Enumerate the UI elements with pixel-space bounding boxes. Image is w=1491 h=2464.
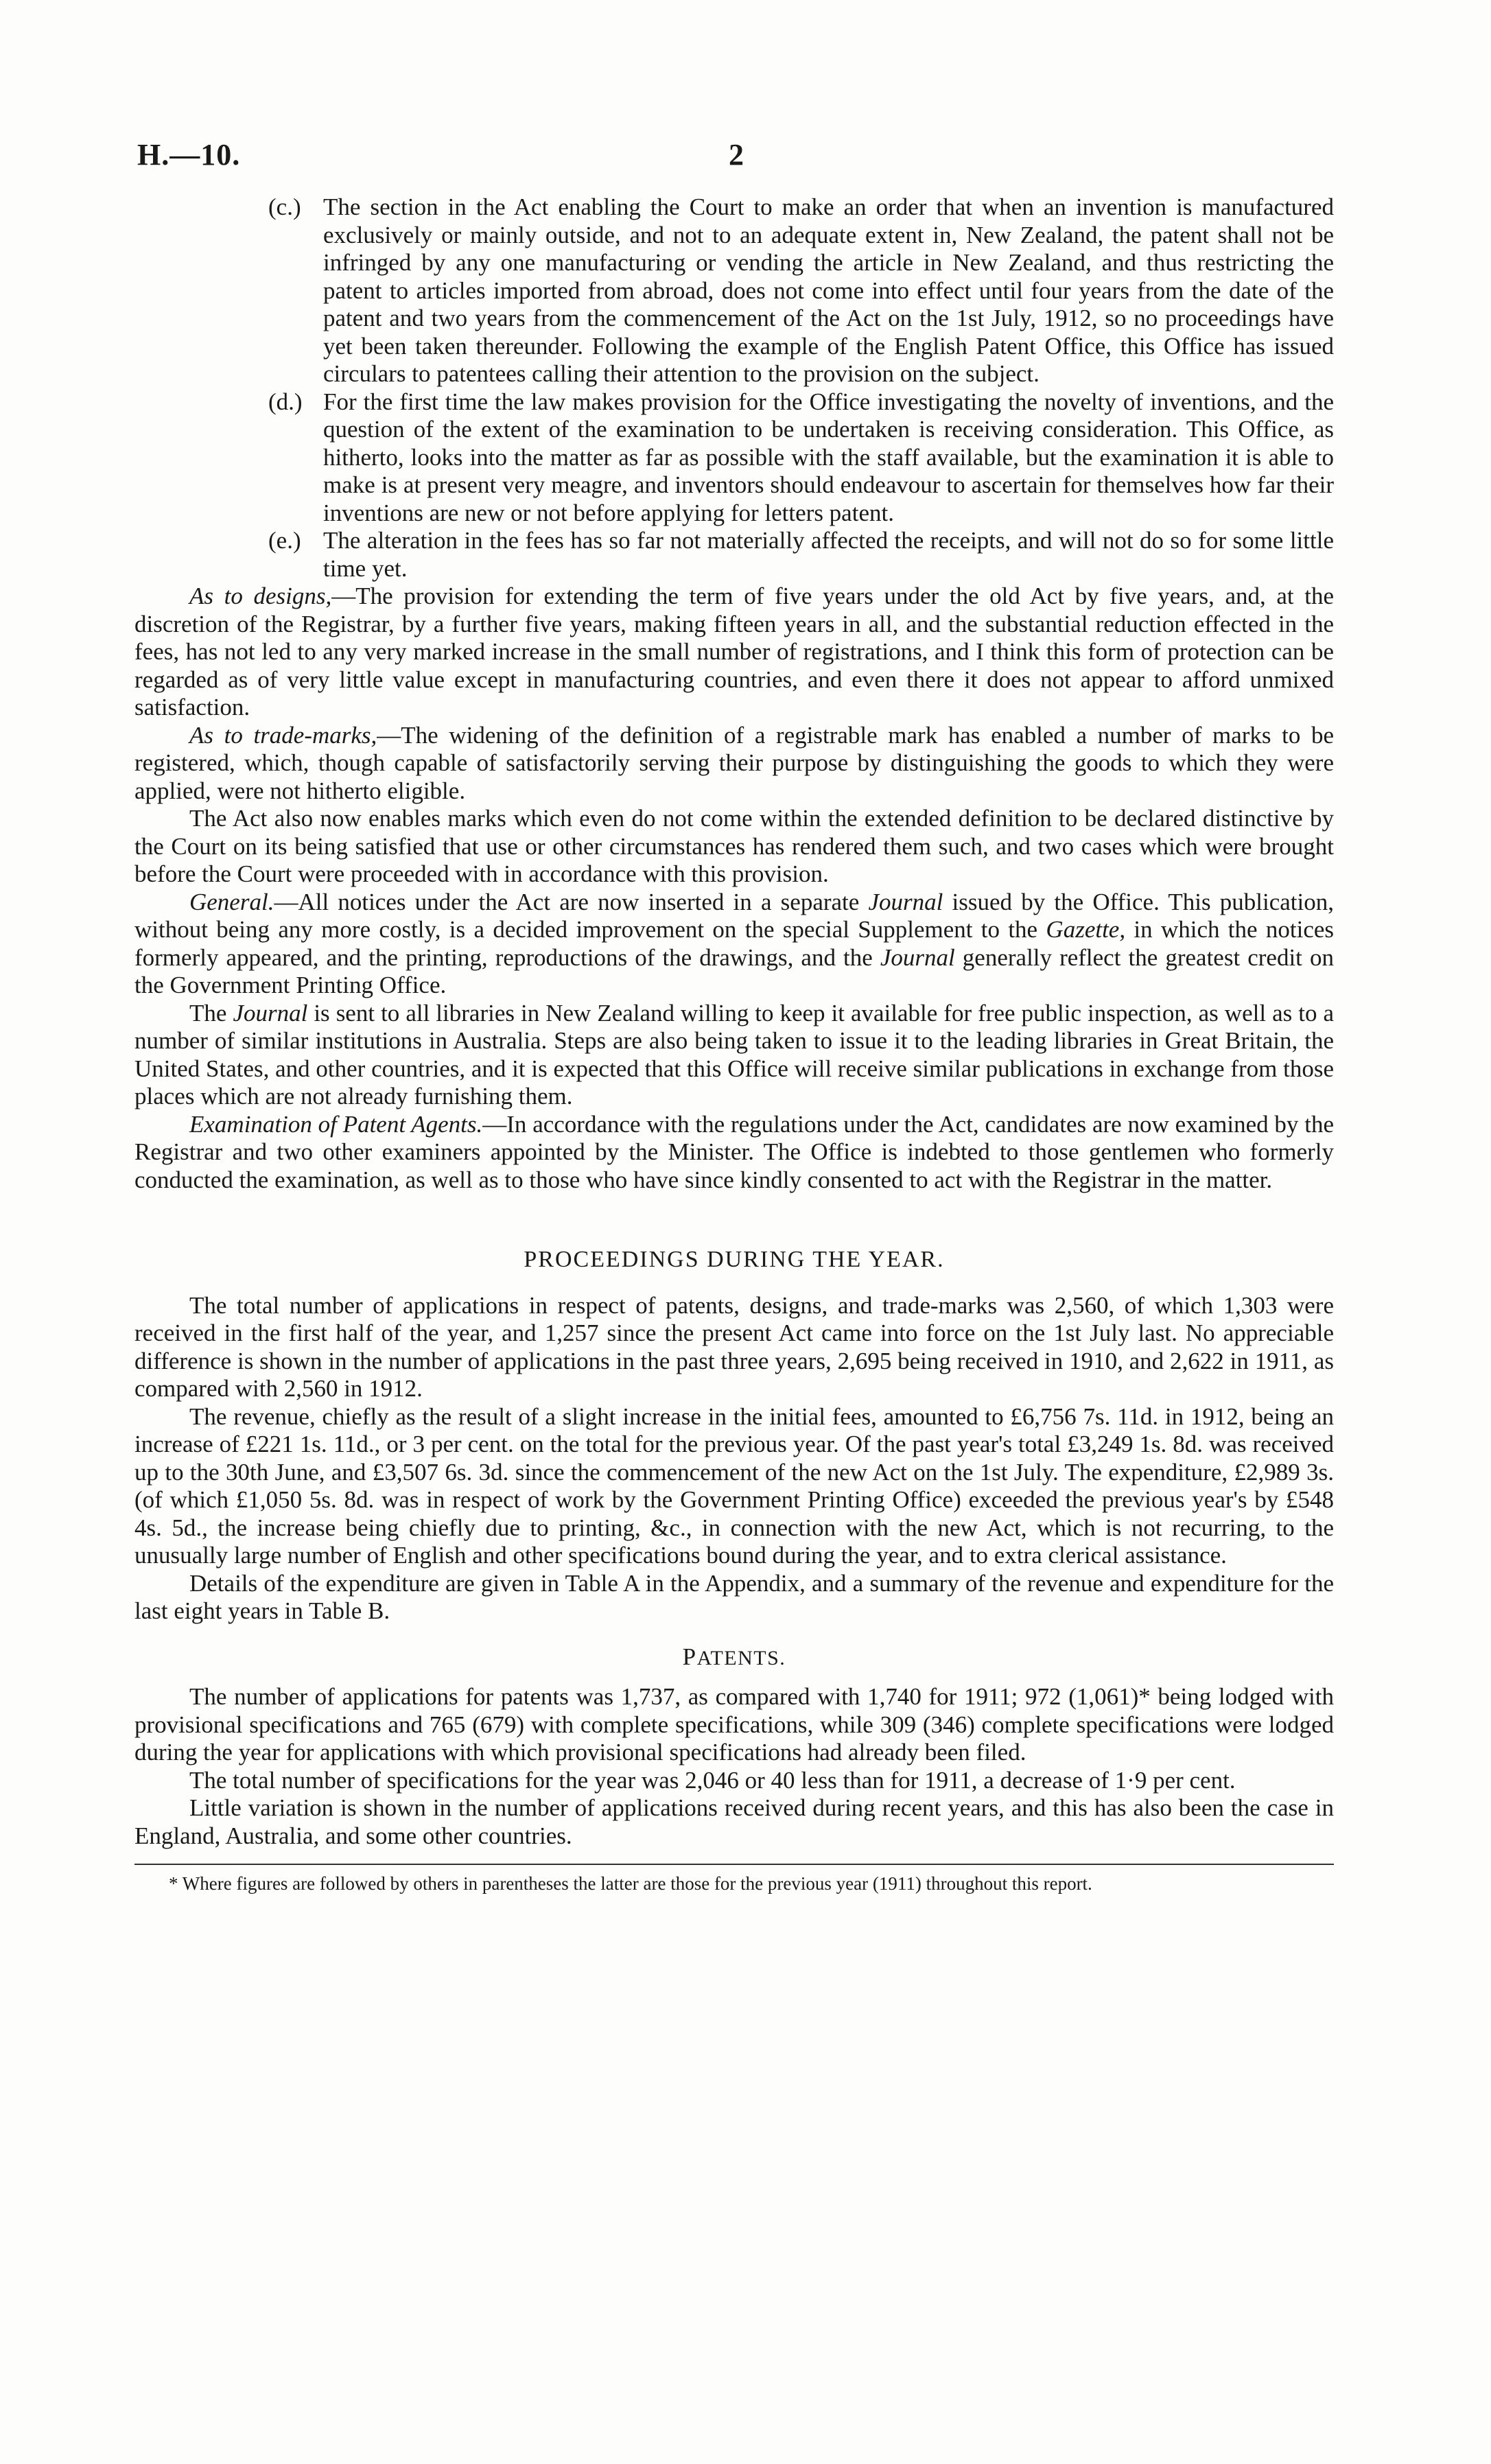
trade-marks-text: —The widening of the definition of a registrable mark has enabled a number of marks to be registered, which, though capable of satisfactorily serving their purpose by distinguishing the goods to which they were applied, were not hitherto eligible. — [134, 721, 1334, 804]
journal-title: Journal — [880, 943, 955, 971]
examination-paragraph — [134, 1111, 1334, 1195]
patents-paragraph-3: Little variation is shown in the number of applications received during recent years, and this has also been the case in England, Australia, and some other countries. — [134, 1794, 1334, 1849]
general-text-3: in which the notices formerly appeared, and the printing, reproductions of the drawings, and the — [134, 916, 1335, 971]
examination-text: —In accordance with the regulations under the Act, candidates are now examined by the Registrar and two other examiners appointed by the Minister. The Office is indebted to those gentlemen who formerly conducted the examination, as well as to those who have since kindly consented to act with the Registrar in the matter. — [134, 1110, 1334, 1193]
patents-heading-initial: P — [682, 1643, 697, 1670]
proceedings-heading: PROCEEDINGS DURING THE YEAR. — [524, 1247, 945, 1272]
list-marker: (c.) — [268, 193, 301, 220]
journal-paragraph — [134, 1000, 1334, 1111]
designs-lead: As to designs, — [189, 583, 332, 609]
body-text — [134, 193, 1334, 1895]
journal-text-2: is sent to all libraries in New Zealand willing to keep it available for free public inspection, as well as to a number of similar institutions in Australia. Steps are also being taken to issue it to the leading libraries in Great Britain, the United States, and other countries, and it is expected that this Office will receive similar publications in exchange from those places which are not already furnishing them. — [134, 999, 1334, 1110]
list-item-e — [134, 527, 1334, 583]
general-text-2: issued by the Office. This publication, without being any more costly, is a decided improvement on the special Supplement to the — [134, 888, 1334, 943]
footnote: * Where figures are followed by others in parentheses the latter are those for the previous year (1911) throughout this report. — [169, 1873, 1092, 1894]
list-item-text: The section in the Act enabling the Court to make an order that when an invention is manufactured exclusively or mainly outside, and not to an adequate extent in, New Zealand, the patent shall not be infringed by any one manufacturing or vending the article in New Zealand, and thus restricting the patent to articles imported from abroad, does not come into effect until four years from the date of the patent and two years from the commencement of the Act on the 1st July, 1912, so no proceedings have yet been taken thereunder. Following the example of the English Patent Office, this Office has issued circulars to patentees calling their attention to the provision on the subject. — [323, 193, 1334, 387]
page-number: 2 — [729, 138, 744, 172]
patents-heading — [134, 1643, 1334, 1673]
proceedings-paragraph-1: The total number of applications in respect of patents, designs, and trade-marks was 2,560, of which 1,303 were received in the first half of the year, and 1,257 since the present Act came into force on the 1st July last. No appreciable difference is shown in the number of applications in the past three years, 2,695 being received in 1910, and 2,622 in 1911, as compared with 2,560 in 1912. — [134, 1291, 1334, 1402]
trade-marks-paragraph — [134, 722, 1334, 806]
designs-paragraph — [134, 583, 1334, 722]
proceedings-paragraph-3: Details of the expenditure are given in Table A in the Appendix, and a summary of the revenue and expenditure for the last eight years in Table B. — [134, 1569, 1334, 1624]
patents-paragraph-2: The total number of specifications for the year was 2,046 or 40 less than for 1911, a decrease of 1·9 per cent. — [189, 1766, 1236, 1794]
trade-marks-paragraph-2: The Act also now enables marks which even do not come within the extended definition to be declared distinctive by the Court on its being satisfied that use or other circumstances has rendered them such, and two cases which were brought before the Court were proceeded with in accordance with this provision. — [134, 805, 1334, 887]
designs-text: —The provision for extending the term of five years under the old Act by five years, and, at the discretion of the Registrar, by a further five years, making fifteen years in all, and the substantial reduction effected in the fees, has not led to any very marked increase in the small number of registrations, and I think this form of protection can be regarded as of very little value except in manufacturing countries, and even there it does not appear to afford unmixed satisfaction. — [134, 583, 1334, 720]
journal-title: Journal — [233, 999, 308, 1026]
patents-heading-rest: ATENTS. — [696, 1646, 786, 1669]
general-text-1: —All notices under the Act are now inserted in a separate — [274, 888, 869, 915]
list-item-text: For the first time the law makes provision for the Office investigating the novelty of inventions, and the question of the extent of the examination to be undertaken is receiving consideration. This Office, as hitherto, looks into the matter as far as possible with the staff available, but the examination it is able to make is at present very meagre, and inventors should endeavour to ascertain for themselves how far their inventions are new or not before applying for letters patent. — [323, 388, 1334, 526]
list-marker: (d.) — [268, 388, 303, 415]
document-reference: H.—10. — [137, 138, 241, 172]
patents-paragraph-1: The number of applications for patents was 1,737, as compared with 1,740 for 1911; 972 (1,061)* being lodged with provisional specifications and 765 (679) with complete specifications, while 309 (346) complete specifications were lodged during the year for applications with which provisional specifications had already been filed. — [134, 1683, 1334, 1765]
gazette-title: Gazette, — [1046, 916, 1126, 943]
general-text-4: generally reflect the greatest credit on the Government Printing Office. — [134, 943, 1334, 998]
footnote-divider — [134, 1864, 1334, 1865]
examination-lead: Examination of Patent Agents. — [189, 1110, 483, 1138]
journal-title: Journal — [868, 888, 943, 915]
journal-text-1: The — [189, 999, 233, 1026]
trade-marks-lead: As to trade-marks, — [189, 721, 377, 749]
list-item-c — [134, 193, 1334, 388]
list-item-text: The alteration in the fees has so far not materially affected the receipts, and will not do so for some little time yet. — [323, 527, 1334, 582]
list-marker: (e.) — [268, 527, 301, 554]
proceedings-paragraph-2: The revenue, chiefly as the result of a slight increase in the initial fees, amounted to £6,756 7s. 11d. in 1912, being an increase of £221 1s. 11d., or 3 per cent. on the total for the previous year. Of the past year's total £3,249 1s. 8d. was received up to the 30th June, and £3,507 6s. 3d. since the commencement of the new Act on the 1st July. The expenditure, £2,989 3s. (of which £1,050 5s. 8d. was in respect of work by the Government Printing Office) exceeded the previous year's by £548 4s. 5d., the increase being chiefly due to printing, &c., in connection with the new Act, which is not recurring, to the unusually large number of English and other specifications bound during the year, and to extra clerical assistance. — [134, 1403, 1334, 1569]
general-paragraph — [134, 889, 1334, 1000]
general-lead: General. — [189, 888, 274, 915]
list-item-d — [134, 388, 1334, 528]
page-header — [137, 137, 1338, 178]
